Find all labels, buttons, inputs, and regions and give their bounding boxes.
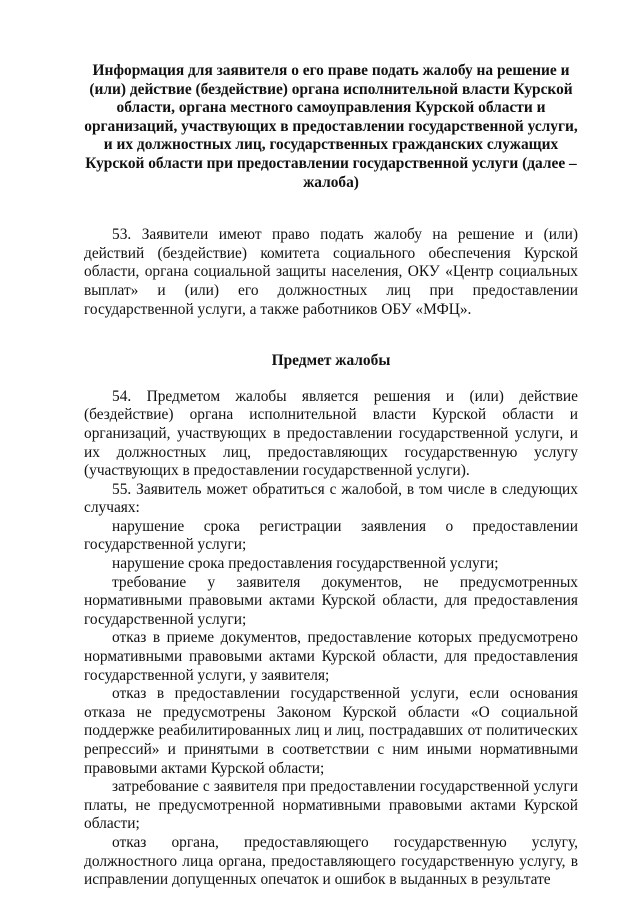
list-item: нарушение срока предоставления государственной услуги;	[112, 555, 499, 573]
list-item: затребование с заявителя при предоставлении государственной услуги платы, не предусмотренной нормативными правовыми актами Курской области;	[84, 778, 578, 833]
section-heading: Предмет жалобы	[271, 352, 391, 370]
list-item: нарушение срока регистрации заявления о предоставлении государственной услуги;	[84, 517, 578, 554]
document-title: Информация для заявителя о его праве подать жалобу на решение и (или) действие (бездействие) органа исполнительной власти Курской области, органа местного самоуправления Курской области и организаций, участвующих в предоставлении государственной услуги, и их должностных лиц, государственных гражданских служащих Курской области при предоставлении государственной услуги (далее – жалоба)	[84, 62, 578, 191]
list-item: отказ органа, предоставляющего государственную услугу, должностного лица органа, предоставляющего государственную услугу, в исправлении допущенных опечаток и ошибок в выданных в результате	[84, 833, 578, 889]
list-item: отказ в приеме документов, предоставление которых предусмотрено нормативными правовыми актами Курской области, для предоставления государственной услуги, у заявителя;	[84, 629, 578, 684]
list-item: отказ в предоставлении государственной услуги, если основания отказа не предусмотрены Законом Курской области «О социальной поддержке реабилитированных лиц и лиц, пострадавших от политических репрессий» и принятыми в соответствии с ним иными нормативными правовыми актами Курской области;	[84, 685, 578, 777]
paragraph-55: 55. Заявитель может обратиться с жалобой, в том числе в следующих случаях:	[84, 480, 578, 517]
paragraph-53: 53. Заявители имеют право подать жалобу на решение и (или) действий (бездействие) комитета социального обеспечения Курской области, органа социальной защиты населения, ОКУ «Центр социальных выплат» и (или) его должностных лиц при предоставлении государственной услуги, а также работников ОБУ «МФЦ».	[84, 226, 578, 318]
paragraph-54: 54. Предметом жалобы является решения и (или) действие (бездействие) органа исполнительной власти Курской области и организаций, участвующих в предоставлении государственной услуги, и их должностных лиц, предоставляющих государственную услугу (участвующих в предоставлении государственной услуги).	[84, 387, 578, 480]
list-item: требование у заявителя документов, не предусмотренных нормативными правовыми актами Курской области, для предоставления государственной услуги;	[84, 573, 578, 628]
